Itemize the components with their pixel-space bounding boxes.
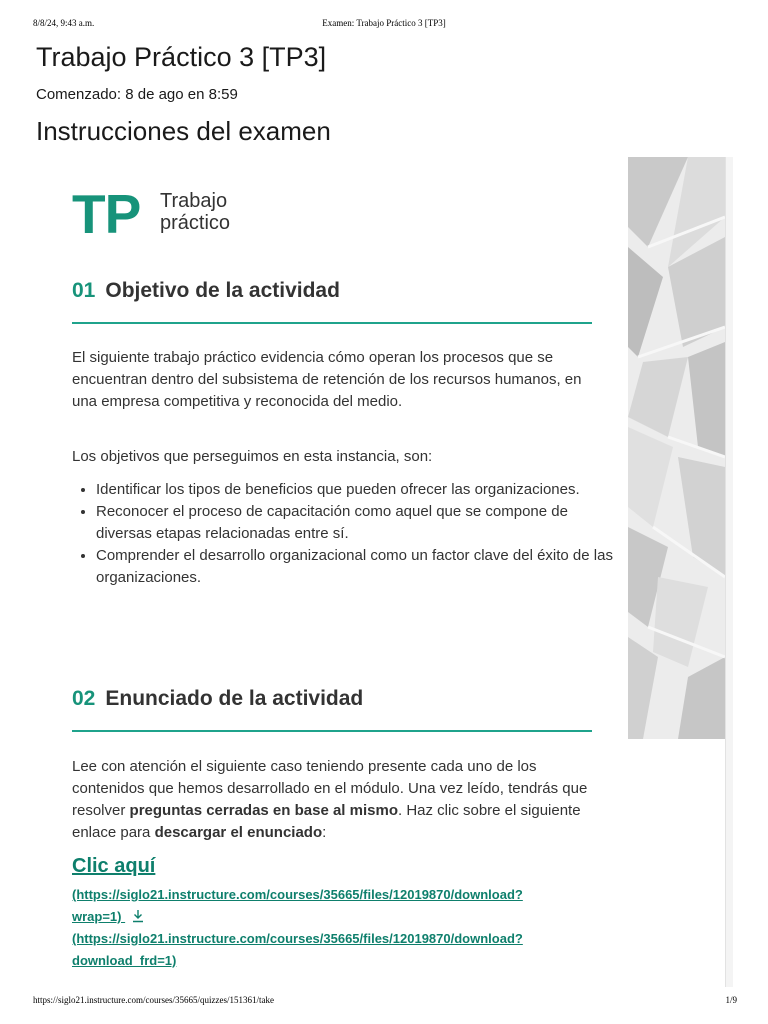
- list-item: • Reconocer el proceso de capacitación como aquel que se compone de diversas etapas relacionadas entre sí.: [96, 501, 616, 545]
- decorative-panel: [628, 157, 725, 739]
- section-divider: [72, 322, 592, 324]
- section-title: Objetivo de la actividad: [105, 279, 340, 302]
- statement-paragraph: [72, 756, 592, 844]
- section-heading-objetivo: [72, 279, 340, 303]
- statement-text-c: :: [322, 824, 327, 841]
- url-download-line1[interactable]: (https://siglo21.instructure.com/courses/35665/files/12019870/download?: [72, 931, 523, 946]
- statement-text-a: Lee con atención el siguiente caso teniendo presente cada uno de los contenidos que hemos desarrollado en el módulo. Una vez leído, tendrás que resolver: [72, 758, 588, 819]
- url-wrap-line1[interactable]: (https://siglo21.instructure.com/courses/35665/files/12019870/download?: [72, 887, 523, 902]
- logo-words: [160, 190, 260, 234]
- section-number: 01: [72, 279, 96, 302]
- section-title: Enunciado de la actividad: [105, 687, 364, 710]
- logo-word-1: Trabajo: [160, 190, 228, 212]
- instructions-heading: Instrucciones del examen: [36, 116, 331, 146]
- list-item: • Comprender el desarrollo organizacional como un factor clave del éxito de las organizaciones.: [96, 545, 616, 589]
- section-number: 02: [72, 687, 96, 710]
- geometric-pattern: [628, 157, 725, 739]
- section-divider: [72, 730, 592, 732]
- url-wrap-text[interactable]: wrap=1): [72, 909, 122, 924]
- logo-word-2: práctico: [160, 212, 231, 234]
- download-link[interactable]: Clic aquí: [72, 855, 156, 877]
- print-url: https://siglo21.instructure.com/courses/35665/quizzes/151361/take: [33, 995, 274, 1005]
- print-title: Examen: Trabajo Práctico 3 [TP3]: [322, 18, 446, 28]
- statement-bold-a: preguntas cerradas en base al mismo: [129, 802, 398, 819]
- page-title: Trabajo Práctico 3 [TP3]: [36, 42, 327, 72]
- objective-paragraph: El siguiente trabajo práctico evidencia cómo operan los procesos que se encuentran dentro del subsistema de retención de los recursos humanos, en una empresa competitiva y reconocida del medio.: [72, 349, 582, 410]
- objectives-list: [72, 479, 616, 589]
- url-wrap-line2[interactable]: [72, 906, 145, 928]
- section-heading-enunciado: [72, 687, 363, 711]
- objectives-intro: Los objetivos que perseguimos en esta instancia, son:: [72, 448, 433, 465]
- statement-bold-b: descargar el enunciado: [154, 824, 323, 841]
- url-download-line2[interactable]: download_frd=1): [72, 953, 177, 968]
- page-number: 1/9: [725, 995, 737, 1005]
- scrollbar[interactable]: [725, 157, 733, 987]
- logo-letters: TP: [72, 183, 141, 245]
- started-timestamp: Comenzado: 8 de ago en 8:59: [36, 86, 238, 103]
- list-item: • Identificar los tipos de beneficios que pueden ofrecer las organizaciones.: [96, 479, 616, 501]
- statement-text-b: . Haz clic sobre el siguiente enlace para: [72, 802, 581, 841]
- download-icon[interactable]: [131, 908, 145, 922]
- print-datetime: 8/8/24, 9:43 a.m.: [33, 18, 95, 28]
